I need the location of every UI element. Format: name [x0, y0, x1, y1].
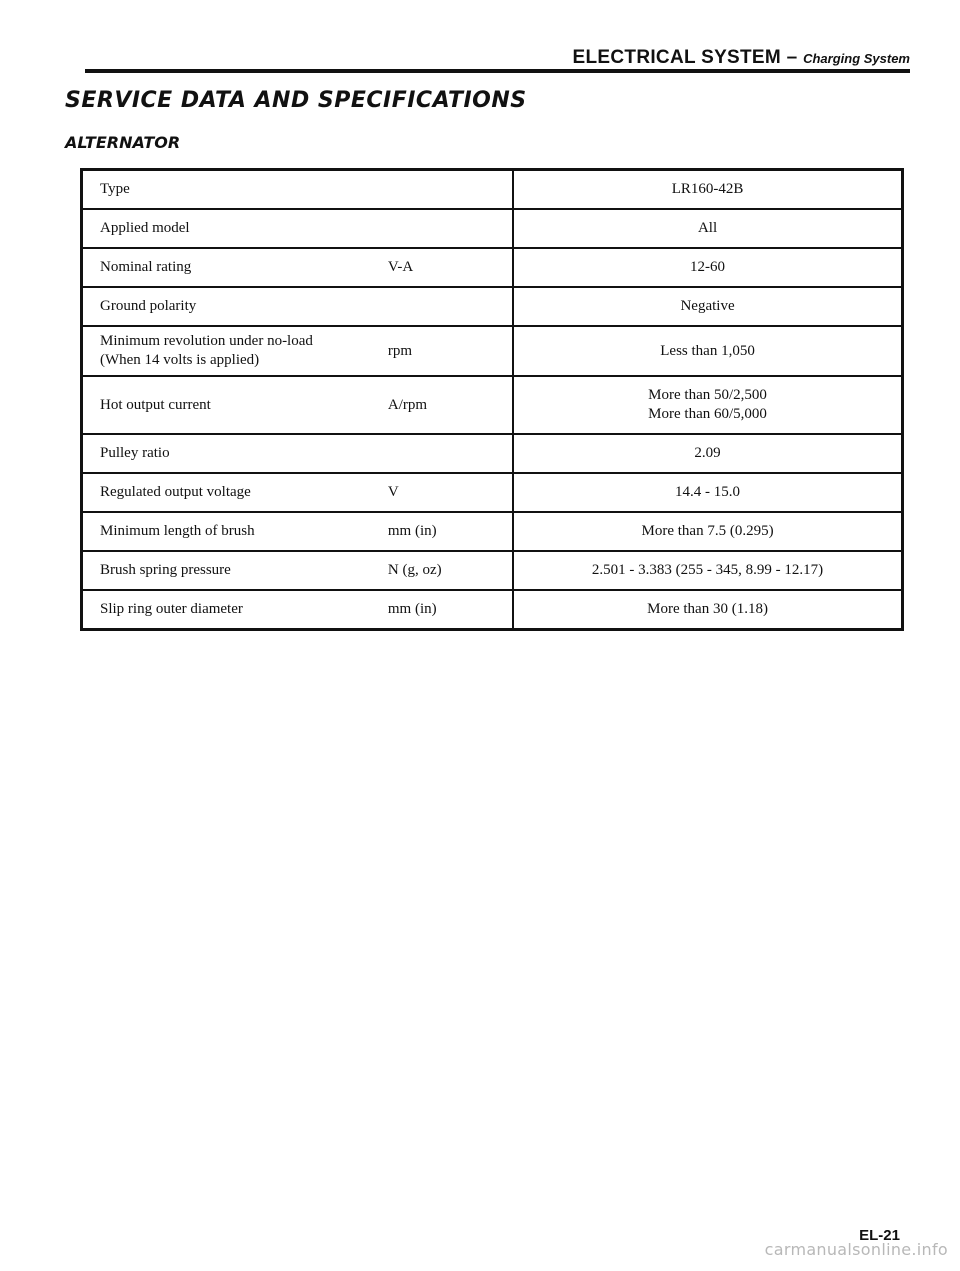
running-head-subsection: Charging System [803, 51, 910, 66]
spec-item-label: Minimum length of brush [100, 523, 255, 539]
spec-item-cell [82, 434, 388, 473]
spec-unit-cell: V-A [388, 248, 513, 287]
table-row [82, 473, 903, 512]
alternator-spec-table [80, 168, 904, 631]
running-head-section: ELECTRICAL SYSTEM [572, 47, 782, 68]
spec-unit-cell: mm (in) [388, 512, 513, 551]
spec-item-label: Type [100, 181, 130, 197]
table-row [82, 434, 903, 473]
page-title: SERVICE DATA AND SPECIFICATIONS [65, 88, 527, 113]
table-row [82, 551, 903, 590]
spec-value-cell [513, 248, 902, 287]
spec-value-cell [513, 473, 902, 512]
spec-value: Negative [680, 298, 735, 314]
spec-value-cell [513, 512, 902, 551]
spec-unit-cell [388, 287, 513, 326]
table-row [82, 326, 903, 376]
spec-value-cell [513, 376, 902, 434]
spec-value-line2: More than 60/5,000 [648, 406, 767, 422]
table-row [82, 248, 903, 287]
section-subtitle: ALTERNATOR [65, 133, 181, 152]
spec-value: 12-60 [690, 259, 726, 275]
spec-item-cell [82, 326, 388, 376]
spec-item-cell [82, 287, 388, 326]
spec-unit-cell: N (g, oz) [388, 551, 513, 590]
spec-unit-cell [388, 209, 513, 248]
spec-item-label: Nominal rating [100, 259, 192, 275]
spec-item-label: Hot output current [100, 396, 211, 413]
spec-value: 14.4 - 15.0 [675, 484, 741, 500]
spec-value: More than 30 (1.18) [647, 601, 768, 617]
spec-unit-cell: rpm [388, 326, 513, 376]
spec-value-cell [513, 209, 902, 248]
running-head [573, 47, 910, 69]
spec-value: 2.09 [694, 445, 721, 461]
spec-value-cell [513, 287, 902, 326]
spec-value: More than 7.5 (0.295) [641, 523, 774, 539]
spec-value-cell [513, 326, 902, 376]
spec-item-cell [82, 473, 388, 512]
spec-item-label: Ground polarity [100, 298, 197, 314]
spec-item-cell [82, 512, 388, 551]
spec-value: Less than 1,050 [660, 342, 755, 359]
spec-item-label: Applied model [100, 220, 190, 236]
header-rule [85, 69, 910, 73]
spec-item-label: Pulley ratio [100, 445, 170, 461]
spec-value: LR160-42B [671, 181, 744, 197]
spec-unit-cell: mm (in) [387, 601, 437, 617]
spec-item-label: Regulated output voltage [100, 484, 251, 500]
spec-item-cell [82, 590, 388, 630]
spec-unit-cell [388, 434, 513, 473]
spec-item-label: Slip ring outer diameter [100, 601, 243, 617]
spec-unit-cell [388, 170, 513, 210]
spec-unit-cell: V [388, 473, 513, 512]
spec-item-cell [82, 376, 388, 434]
table-row [82, 590, 903, 630]
spec-value: More than 50/2,500 [648, 387, 767, 403]
spec-item-cell [82, 551, 388, 590]
spec-value-cell [513, 434, 902, 473]
spec-item-label: Brush spring pressure [100, 562, 231, 578]
spec-item-cell [82, 248, 388, 287]
running-head-separator: – [781, 47, 804, 68]
table-row [82, 170, 903, 210]
watermark: carmanualsonline.info [764, 1240, 948, 1259]
spec-item-cell [82, 170, 388, 210]
table-row [82, 512, 903, 551]
table-row [82, 209, 903, 248]
spec-value-cell [513, 590, 902, 630]
spec-value: All [697, 220, 718, 236]
table-row [82, 287, 903, 326]
spec-value-cell [513, 551, 902, 590]
spec-value-cell [513, 170, 902, 210]
spec-item-label-line2: (When 14 volts is applied) [100, 352, 260, 368]
page-number: EL-21 [859, 1227, 900, 1244]
spec-value: 2.501 - 3.383 (255 - 345, 8.99 - 12.17) [591, 562, 824, 578]
spec-item-label: Minimum revolution under no-load [100, 333, 313, 349]
table-row [82, 376, 903, 434]
spec-unit-cell: A/rpm [388, 376, 513, 434]
spec-item-cell [82, 209, 388, 248]
